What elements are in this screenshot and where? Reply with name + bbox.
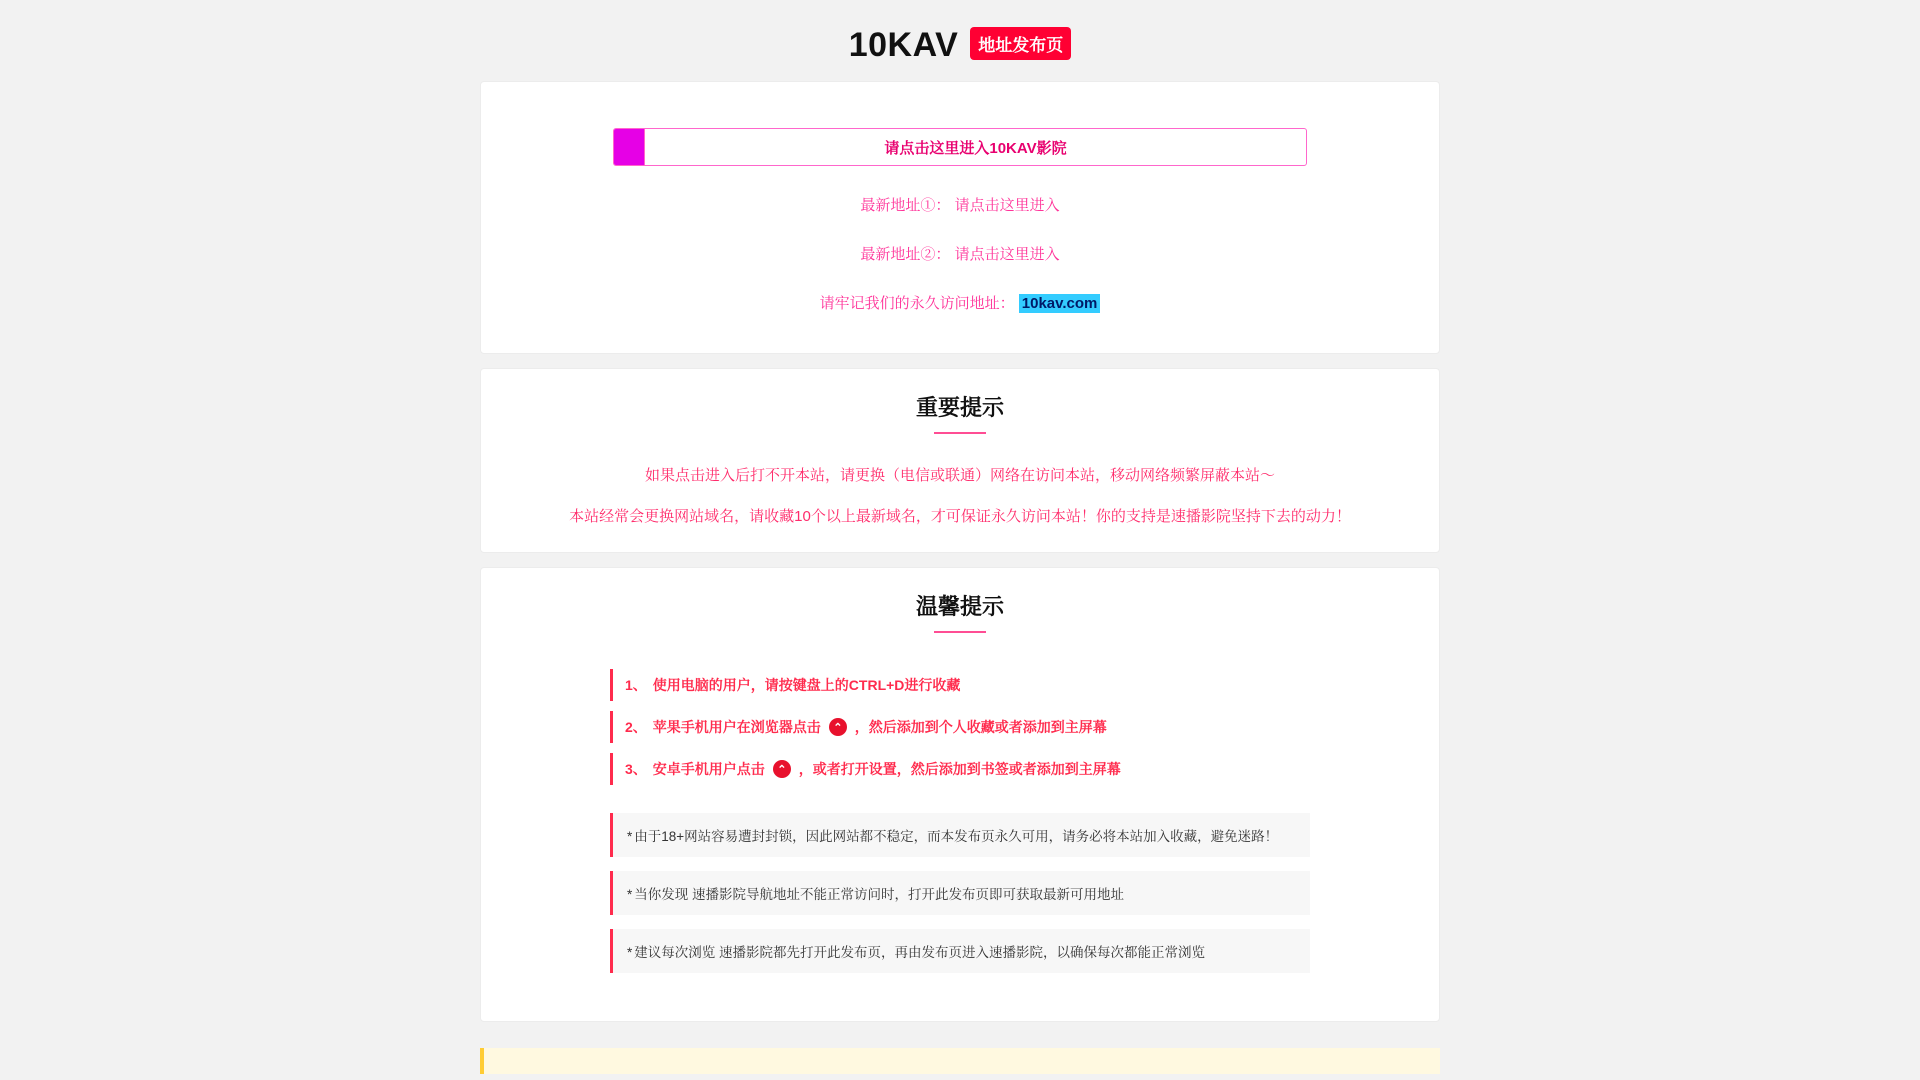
warm-tips-list: [610, 669, 1310, 785]
warm-tips-heading: 温馨提示: [481, 590, 1439, 643]
list-item: [610, 929, 1310, 973]
entry-card: [480, 81, 1440, 354]
warm-tips-card: [480, 567, 1440, 1022]
enter-cinema-button-label: 请点击这里进入10KAV影院: [644, 129, 1306, 165]
note-text-1: 由于18+网站容易遭封封锁，因此网站都不稳定，而本发布页永久可用，请务必将本站加入收藏，避免迷路！: [634, 829, 1279, 844]
latest-address-label-1: 最新地址①：: [860, 197, 951, 214]
status-badge: 地址发布页: [970, 27, 1071, 60]
permanent-address-domain[interactable]: 10kav.com: [1019, 294, 1101, 313]
note-text-2: 当你发现 速播影院导航地址不能正常访问时，打开此发布页即可获取最新可用地址: [634, 887, 1125, 902]
star-marker-2: *: [627, 887, 633, 902]
tip-text-3-before: 安卓手机用户点击: [652, 761, 765, 777]
list-item: [610, 871, 1310, 915]
latest-address-label-2: 最新地址②：: [860, 246, 951, 263]
share-icon: ⌃: [773, 760, 791, 778]
permanent-address-row: [481, 292, 1439, 313]
tip-number-2: 2、: [625, 719, 647, 735]
permanent-address-label: 请牢记我们的永久访问地址：: [819, 295, 1015, 312]
page-title: 10KAV: [848, 26, 959, 64]
important-notice-line-1: 如果点击进入后打不开本站，请更换（电信或联通）网络在访问本站，移动网络频繁屏蔽本站～: [644, 467, 1275, 484]
list-item: [610, 669, 1310, 701]
important-notice-heading: 重要提示: [481, 391, 1439, 444]
latest-address-row-2: [481, 243, 1439, 264]
warm-tips-notes: [610, 813, 1310, 973]
bottom-banner-strip: [480, 1048, 1440, 1074]
share-icon: ⌃: [829, 718, 847, 736]
star-marker-1: *: [627, 829, 633, 844]
tip-text-1: 使用电脑的用户，请按键盘上的CTRL+D进行收藏: [652, 677, 961, 693]
important-notice-card: [480, 368, 1440, 553]
tip-text-2-before: 苹果手机用户在浏览器点击: [652, 719, 821, 735]
note-text-3: 建议每次浏览 速播影院都先打开此发布页，再由发布页进入速播影院，以确保每次都能正常浏览: [634, 945, 1206, 960]
list-item: [610, 813, 1310, 857]
site-header: [0, 18, 1920, 81]
latest-address-row-1: [481, 194, 1439, 215]
entry-accent-bar: [614, 129, 644, 165]
latest-address-link-1[interactable]: 请点击这里进入: [954, 197, 1060, 214]
star-marker-3: *: [627, 945, 633, 960]
enter-cinema-button[interactable]: [613, 128, 1307, 166]
tip-number-3: 3、: [625, 761, 647, 777]
list-item: [610, 753, 1310, 785]
tip-text-2-after: ，然后添加到个人收藏或者添加到主屏幕: [854, 719, 1107, 735]
tip-text-3-after: ，或者打开设置，然后添加到书签或者添加到主屏幕: [798, 761, 1121, 777]
tip-number-1: 1、: [625, 677, 647, 693]
latest-address-link-2[interactable]: 请点击这里进入: [954, 246, 1060, 263]
list-item: [610, 711, 1310, 743]
important-notice-line-2: 本站经常会更换网站域名，请收藏10个以上最新域名，才可保证永久访问本站！你的支持是速播影院坚持下去的动力！: [569, 508, 1351, 525]
